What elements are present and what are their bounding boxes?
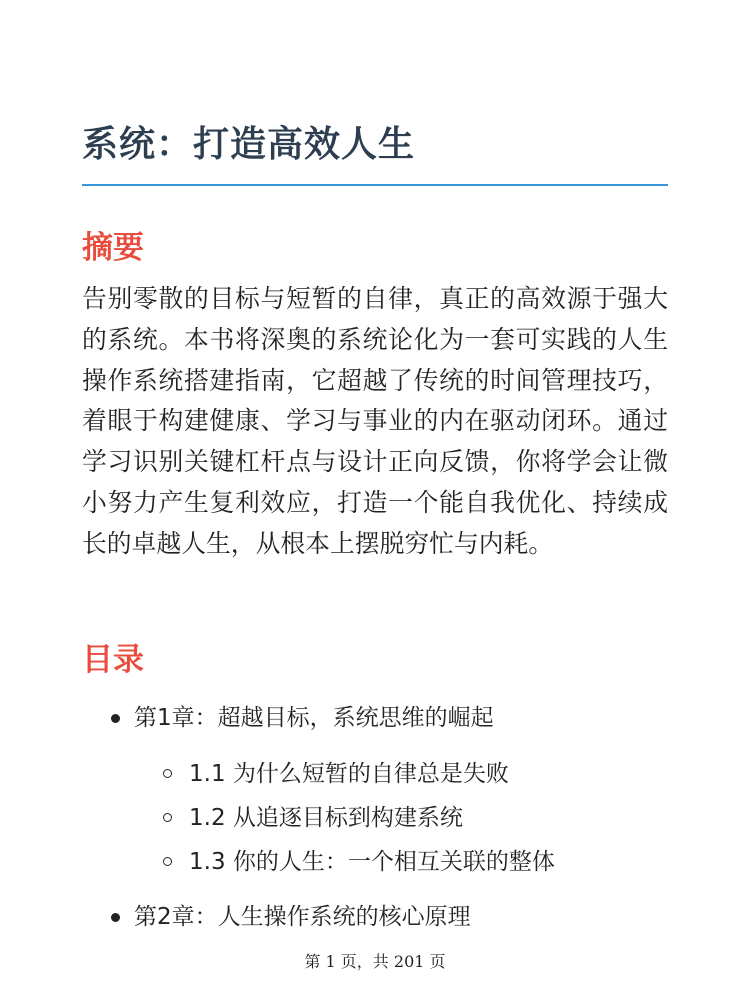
bullet-circle-icon [163, 769, 172, 778]
bullet-disc-icon [111, 913, 120, 922]
toc-heading: 目录 [82, 642, 144, 678]
toc-chapter-1[interactable]: 第1章：超越目标，系统思维的崛起 [134, 705, 494, 731]
toc-section-1-1[interactable]: 1.1 为什么短暂的自律总是失败 [189, 761, 509, 787]
abstract-paragraph: 告别零散的目标与短暂的自律，真正的高效源于强大的系统。本书将深奥的系统论化为一套可实践的人生操作系统搭建指南，它超越了传统的时间管理技巧，着眼于构建健康、学习与事业的内在驱动闭环。通过学习识别关键杠杆点与设计正向反馈，你将学会让微小努力产生复利效应，打造一个能自我优化、持续成长的卓越人生，从根本上摆脱穷忙与内耗。 [82, 284, 668, 558]
toc-chapter-2[interactable]: 第2章：人生操作系统的核心原理 [134, 904, 471, 930]
bullet-disc-icon [111, 714, 120, 723]
document-title: 系统：打造高效人生 [82, 124, 416, 165]
abstract-heading: 摘要 [82, 230, 144, 266]
toc-section-1-3[interactable]: 1.3 你的人生：一个相互关联的整体 [189, 849, 555, 875]
bullet-circle-icon [163, 857, 172, 866]
page-footer: 第 1 页，共 201 页 [304, 952, 446, 971]
title-divider [82, 184, 668, 186]
toc-section-1-2[interactable]: 1.2 从追逐目标到构建系统 [189, 805, 463, 831]
bullet-circle-icon [163, 813, 172, 822]
